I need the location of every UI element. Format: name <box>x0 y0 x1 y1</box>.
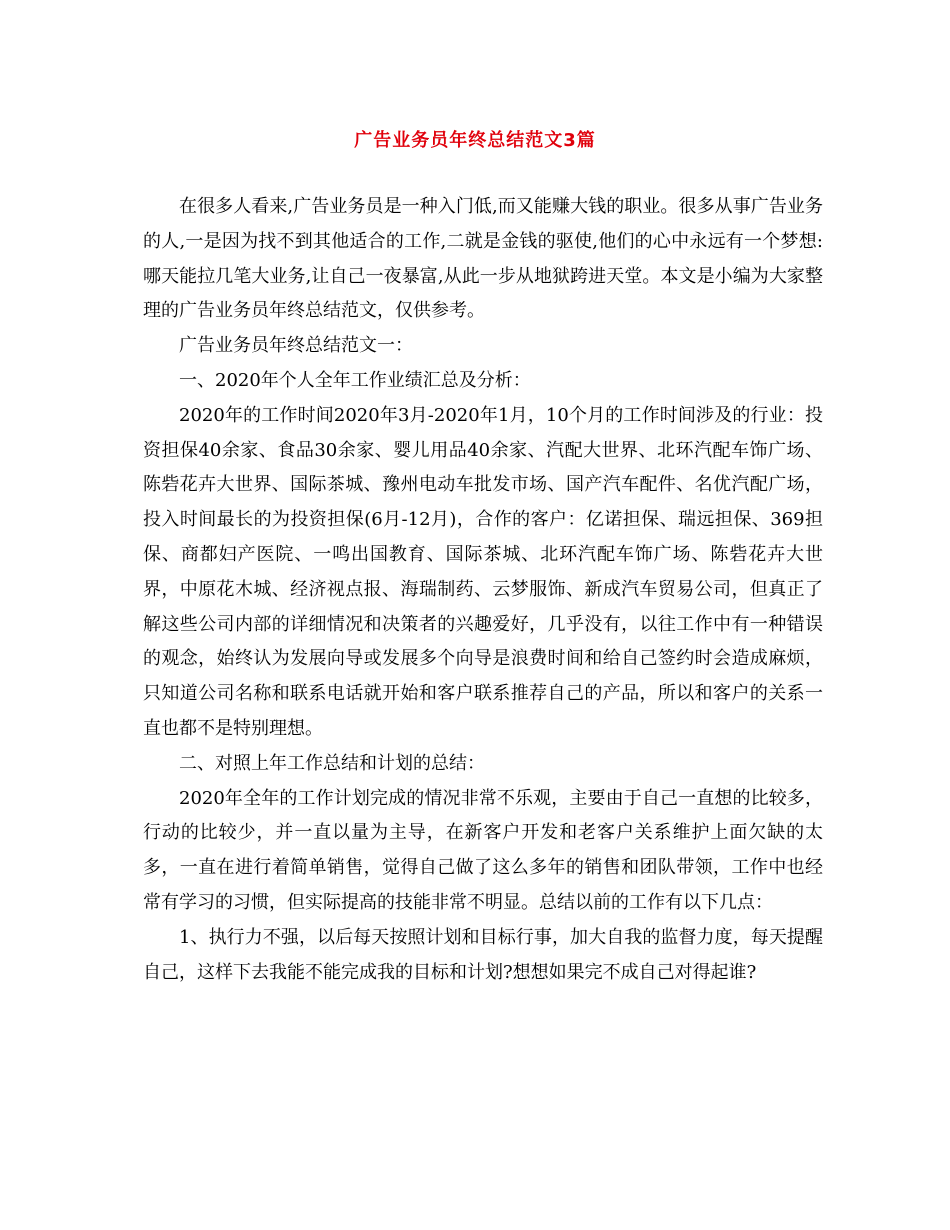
paragraph-intro: 在很多人看来,广告业务员是一种入门低,而又能赚大钱的职业。很多从事广告业务的人,一是因为找不到其他适合的工作,二就是金钱的驱使,他们的心中永远有一个梦想:哪天能拉几笔大业务,让自己一夜暴富,从此一步从地狱跨进天堂。本文是小编为大家整理的广告业务员年终总结范文，仅供参考。 <box>143 196 823 322</box>
document-body <box>143 190 823 990</box>
paragraph-heading-sample-one: 广告业务员年终总结范文一： <box>179 335 413 357</box>
paragraph-work-details: 2020年的工作时间2020年3月-2020年1月，10个月的工作时间涉及的行业：投资担保40余家、食品30余家、婴儿用品40余家、汽配大世界、北环汽配车饰广场、陈砦花卉大世界、国际茶城、豫州电动车批发市场、国产汽车配件、名优汽配广场，投入时间最长的为投资担保(6月-12月)，合作的客户：亿诺担保、瑞远担保、369担保、商都妇产医院、一鸣出国教育、国际茶城、北环汽配车饰广场、陈砦花卉大世界，中原花木城、经济视点报、海瑞制药、云梦服饰、新成汽车贸易公司，但真正了解这些公司内部的详细情况和决策者的兴趣爱好，几乎没有，以往工作中有一种错误的观念，始终认为发展向导或发展多个向导是浪费时间和给自己签约时会造成麻烦，只知道公司名称和联系电话就开始和客户联系推荐自己的产品，所以和客户的关系一直也都不是特别理想。 <box>143 404 823 739</box>
paragraph-section-two-heading: 二、对照上年工作总结和计划的总结： <box>179 752 485 774</box>
document-title: 广告业务员年终总结范文3篇 <box>354 130 596 151</box>
paragraph-section-one-heading: 一、2020年个人全年工作业绩汇总及分析： <box>179 369 531 391</box>
paragraph-plan-summary: 2020年全年的工作计划完成的情况非常不乐观，主要由于自己一直想的比较多，行动的比较少，并一直以量为主导，在新客户开发和老客户关系维护上面欠缺的太多，一直在进行着简单销售，觉得自己做了这么多年的销售和团队带领，工作中也经常有学习的习惯，但实际提高的技能非常不明显。总结以前的工作有以下几点： <box>143 787 823 913</box>
paragraph-point-one: 1、执行力不强，以后每天按照计划和目标行事，加大自我的监督力度，每天提醒自己，这样下去我能不能完成我的目标和计划?想想如果完不成自己对得起谁? <box>143 926 823 983</box>
